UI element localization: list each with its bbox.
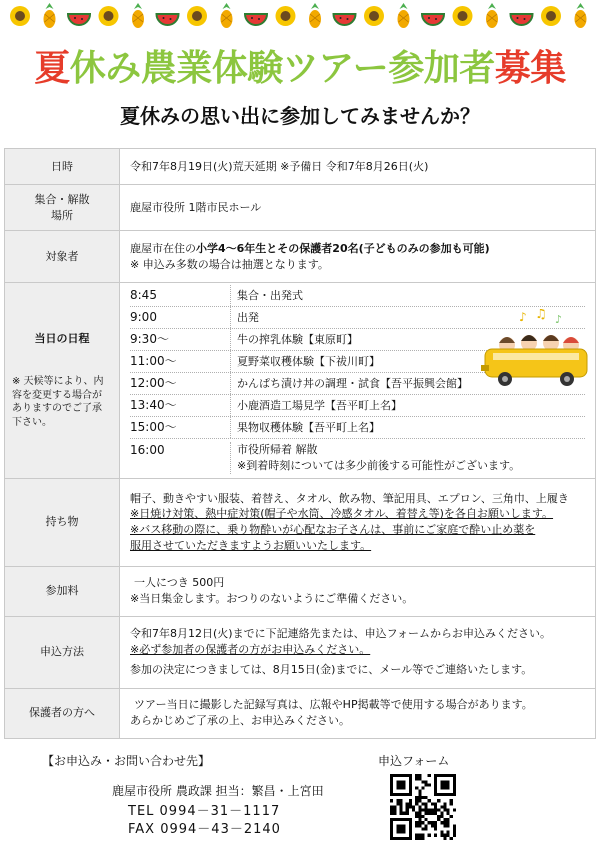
watermelon-icon <box>511 14 533 25</box>
page-subtitle: 夏休みの思い出に参加してみませんか？ <box>120 104 480 128</box>
school-bus-illustration <box>479 309 589 389</box>
schedule-time: 9:30～ <box>130 331 169 346</box>
page-title: 夏休み農業体験ツアー参加者募集 <box>34 48 566 89</box>
schedule-time: 12:00～ <box>130 375 177 390</box>
schedule-activity: かんぱち漬け丼の調理・試食【吾平振興会館】 <box>230 373 468 394</box>
value-date: 令和7年8月19日(火)荒天延期 ※予備日 令和7年8月26日(火) <box>120 149 596 185</box>
contact-fax: FAX 0994－43－2140 <box>128 822 281 837</box>
value-guardian: ツアー当日に撮影した記録写真は、広報やHP掲載等で使用する場合があります。 あらかじめご了承の上、お申込みください。 <box>120 688 596 738</box>
row-guardian <box>5 688 596 738</box>
schedule-activity: 集合・出発式 <box>230 285 303 306</box>
label-schedule: 当日の日程 ※ 天候等により、内容を変更する場合がありますのでご了承下さい。 <box>5 283 120 479</box>
label-target: 対象者 <box>5 231 120 283</box>
pineapple-icon <box>575 3 587 28</box>
label-place: 集合・解散 場所 <box>5 185 120 231</box>
schedule-row <box>130 285 585 307</box>
schedule-time: 8:45 <box>130 287 157 302</box>
schedule-time: 15:00～ <box>130 419 177 434</box>
watermelon-icon <box>245 14 267 25</box>
schedule-time: 13:40～ <box>130 397 177 412</box>
row-schedule <box>5 283 596 479</box>
row-target <box>5 231 596 283</box>
watermelon-icon <box>334 14 356 25</box>
sunflower-icon <box>99 6 119 26</box>
pineapple-icon <box>132 3 144 28</box>
contact-office: 鹿屋市役所 農政課 担当：繁昌・上宮田 <box>112 784 324 798</box>
qr-code[interactable] <box>390 774 456 840</box>
pineapple-icon <box>486 3 498 28</box>
schedule-cell <box>120 283 596 479</box>
value-target: 鹿屋市在住の小学4～6年生とその保護者20名(子どものみの参加も可能) ※ 申込み多数の場合は抽選となります。 <box>120 231 596 283</box>
schedule-row <box>130 395 585 417</box>
schedule-time: 16:00 <box>130 443 165 457</box>
value-fee: 一人につき 500円 ※当日集金します。おつりのないようにご準備ください。 <box>120 566 596 616</box>
schedule-note: ※ 天候等により、内容を変更する場合がありますのでご了承下さい。 <box>12 376 104 428</box>
schedule-activity: 牛の搾乳体験【東原町】 <box>230 329 358 350</box>
label-apply: 申込方法 <box>5 616 120 688</box>
sunflower-icon <box>453 6 473 26</box>
sunflower-icon <box>541 6 561 26</box>
pineapple-icon <box>44 3 56 28</box>
value-items: 帽子、動きやすい服装、着替え、タオル、飲み物、筆記用具、エプロン、三角巾、上履き ※日焼け対策、熱中症対策(帽子や水筒、冷感タオル、着替え等)を各自お願いします。 ※バス移動の際に、乗り物酔いが心配なお子さんは、事前にご家庭で酔い止め薬を 服用させていただきますようお願いいたします。 <box>120 478 596 566</box>
decoration-strip <box>6 2 594 30</box>
label-fee: 参加料 <box>5 566 120 616</box>
info-table <box>4 148 596 739</box>
label-items: 持ち物 <box>5 478 120 566</box>
svg-text:♪: ♪ <box>519 310 527 324</box>
schedule-row <box>130 439 585 474</box>
value-apply: 令和7年8月12日(火)までに下記連絡先または、申込フォームからお申込みください。 ※必ず参加者の保護者の方がお申込みください。 参加の決定につきましては、8月15日(金)までに、メール等でご連絡いたします。 <box>120 616 596 688</box>
schedule-activity: 果物収穫体験【吾平町上名】 <box>230 417 380 438</box>
row-date <box>5 149 596 185</box>
value-place: 鹿屋市役所 1階市民ホール <box>120 185 596 231</box>
schedule-note-line: ※到着時刻については多少前後する可能性がございます。 <box>237 458 521 472</box>
sunflower-icon <box>187 6 207 26</box>
contact-footer <box>0 752 600 867</box>
row-apply <box>5 616 596 688</box>
label-date: 日時 <box>5 149 120 185</box>
schedule-row <box>130 417 585 439</box>
schedule-activity: 小鹿酒造工場見学【吾平町上名】 <box>230 395 402 416</box>
pineapple-icon <box>221 3 233 28</box>
svg-text:♪: ♪ <box>555 313 563 326</box>
label-guardian: 保護者の方へ <box>5 688 120 738</box>
contact-heading: 【お申込み・お問い合わせ先】 <box>42 754 211 768</box>
svg-text:♫: ♫ <box>535 309 547 322</box>
pineapple-icon <box>309 3 321 28</box>
row-items <box>5 478 596 566</box>
schedule-activity: 出発 <box>230 307 259 328</box>
contact-tel: TEL 0994－31－1117 <box>128 804 281 819</box>
sunflower-icon <box>276 6 296 26</box>
form-label: 申込フォーム <box>378 754 450 768</box>
watermelon-icon <box>157 14 179 25</box>
watermelon-icon <box>68 14 90 25</box>
schedule-activity: 夏野菜収穫体験【下祓川町】 <box>230 351 380 372</box>
row-place <box>5 185 596 231</box>
schedule-activity: 市役所帰着 解散 ※到着時刻については多少前後する可能性がございます。 <box>230 442 520 474</box>
sunflower-icon <box>364 6 384 26</box>
schedule-time: 11:00～ <box>130 353 177 368</box>
row-fee <box>5 566 596 616</box>
watermelon-icon <box>422 14 444 25</box>
pineapple-icon <box>398 3 410 28</box>
sunflower-icon <box>10 6 30 26</box>
schedule-time: 9:00 <box>130 309 157 324</box>
